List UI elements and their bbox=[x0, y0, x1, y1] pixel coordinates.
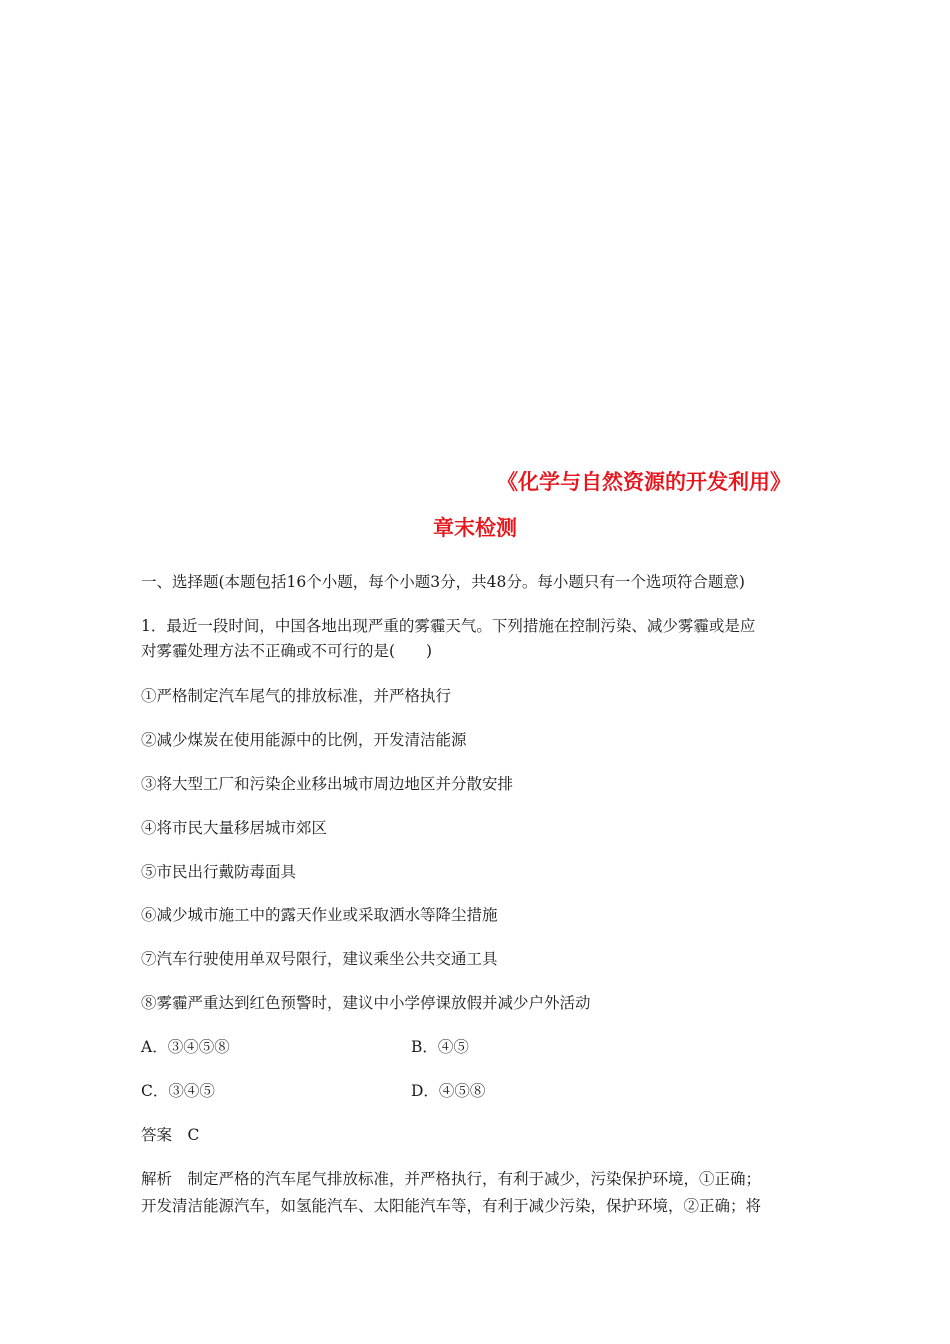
option-c: C．③④⑤ bbox=[141, 1082, 215, 1100]
statement-item: ③将大型工厂和污染企业移出城市周边地区并分散安排 bbox=[141, 775, 514, 793]
statement-item: ①严格制定汽车尾气的排放标准，并严格执行 bbox=[141, 687, 452, 705]
analysis-line-2: 开发清洁能源汽车，如氢能汽车、太阳能汽车等，有利于减少污染，保护环境，②正确；将 bbox=[141, 1197, 762, 1215]
document-subtitle: 章末检测 bbox=[433, 516, 517, 540]
statement-item: ⑧雾霾严重达到红色预警时，建议中小学停课放假并减少户外活动 bbox=[141, 994, 591, 1012]
answer-line: 答案 C bbox=[141, 1126, 200, 1144]
question-stem-line-1: 1．最近一段时间，中国各地出现严重的雾霾天气。下列措施在控制污染、减少雾霾或是应 bbox=[141, 617, 756, 635]
question-stem-line-2: 对雾霾处理方法不正确或不可行的是( ) bbox=[141, 642, 433, 660]
option-a: A．③④⑤⑧ bbox=[141, 1038, 230, 1056]
section-heading: 一、选择题(本题包括16个小题，每个小题3分，共48分。每小题只有一个选项符合题意) bbox=[141, 573, 745, 591]
option-b: B．④⑤ bbox=[411, 1038, 469, 1056]
option-d: D．④⑤⑧ bbox=[411, 1082, 486, 1100]
statement-item: ⑦汽车行驶使用单双号限行，建议乘坐公共交通工具 bbox=[141, 950, 498, 968]
statement-item: ⑤市民出行戴防毒面具 bbox=[141, 863, 297, 881]
statement-item: ⑥减少城市施工中的露天作业或采取洒水等降尘措施 bbox=[141, 906, 498, 924]
document-title: 《化学与自然资源的开发利用》 bbox=[497, 470, 791, 494]
statement-item: ②减少煤炭在使用能源中的比例，开发清洁能源 bbox=[141, 731, 467, 749]
statement-item: ④将市民大量移居城市郊区 bbox=[141, 819, 328, 837]
analysis-line-1: 解析 制定严格的汽车尾气排放标准，并严格执行，有利于减少，污染保护环境，①正确； bbox=[141, 1170, 762, 1188]
